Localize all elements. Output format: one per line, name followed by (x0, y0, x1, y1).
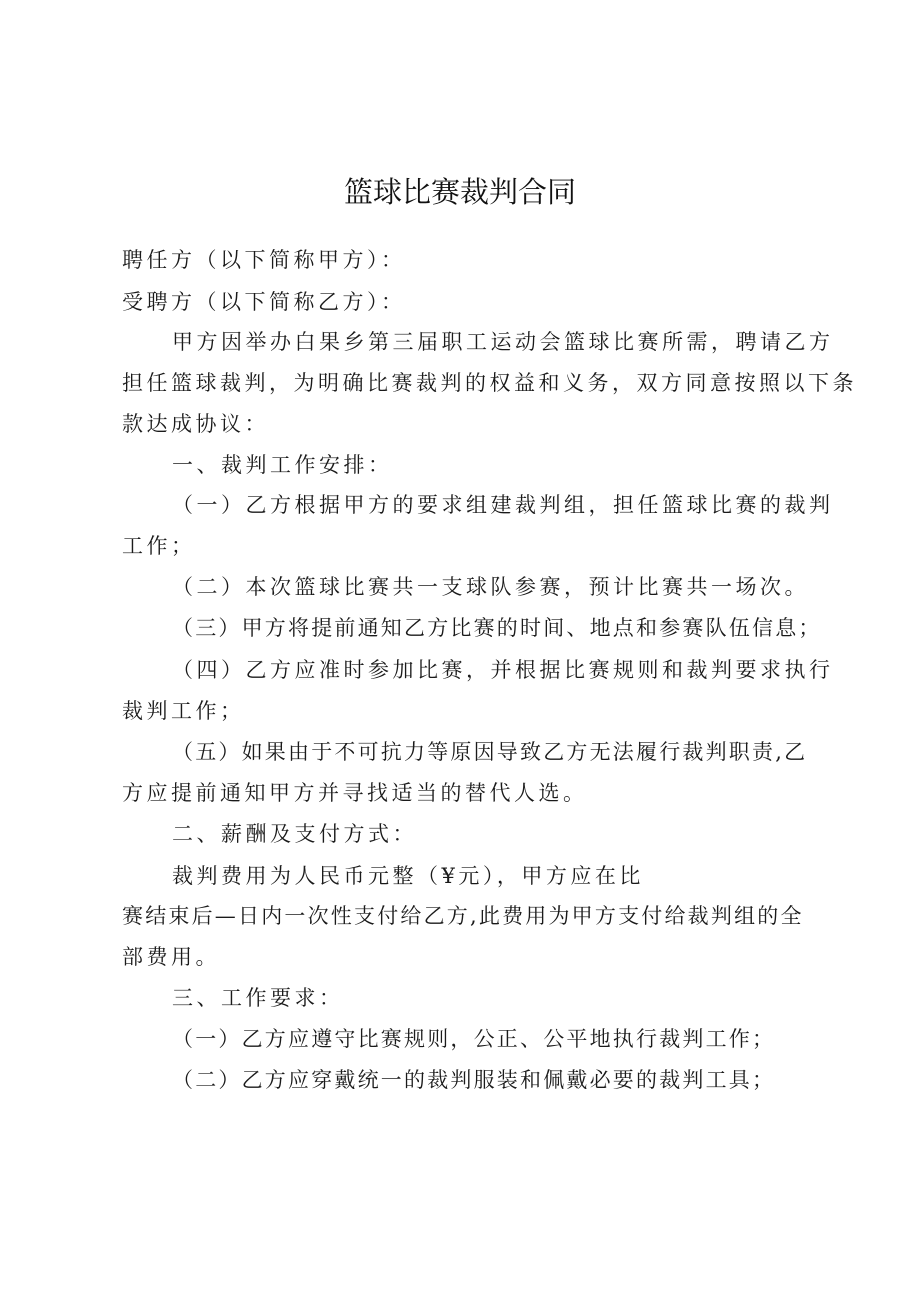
section-3-heading: 三、工作要求： (172, 986, 344, 1010)
section-1-line: （三）甲方将提前通知乙方比赛的时间、地点和参赛队伍信息； (172, 616, 822, 640)
section-1-line: （一）乙方根据甲方的要求组建裁判组，担任篮球比赛的裁判 (172, 493, 834, 517)
section-1-line: 工作； (122, 534, 196, 558)
section-1-line: （五）如果由于不可抗力等原因导致乙方无法履行裁判职责,乙 (172, 740, 808, 764)
section-3-line: （一）乙方应遵守比赛规则，公正、公平地执行裁判工作； (172, 1027, 776, 1051)
section-2-heading: 二、薪酬及支付方式： (172, 822, 417, 846)
section-1-heading: 一、裁判工作安排： (172, 453, 393, 477)
section-1-line: 方应提前通知甲方并寻找适当的替代人选。 (122, 781, 588, 805)
section-3-line: （二）乙方应穿戴统一的裁判服装和佩戴必要的裁判工具； (172, 1068, 776, 1092)
intro-line: 款达成协议： (122, 412, 269, 436)
intro-line: 甲方因举办白果乡第三届职工运动会篮球比赛所需，聘请乙方 (172, 330, 834, 354)
intro-line: 担任篮球裁判，为明确比赛裁判的权益和义务，双方同意按照以下条 (122, 371, 857, 395)
page-title: 篮球比赛裁判合同 (343, 175, 576, 209)
section-2-line: 裁判费用为人民币元整（¥元），甲方应在比 (172, 864, 644, 888)
section-1-line: （四）乙方应准时参加比赛，并根据比赛规则和裁判要求执行 (172, 658, 834, 682)
section-1-line: （二）本次篮球比赛共一支球队参赛，预计比赛共一场次。 (172, 575, 809, 599)
party-b-line: 受聘方（以下简称乙方）： (122, 290, 406, 314)
section-1-line: 裁判工作； (122, 699, 245, 723)
party-a-line: 聘任方（以下简称甲方）： (122, 248, 406, 272)
section-2-line: 部费用。 (122, 945, 220, 969)
section-2-line: 赛结束后—日内一次性支付给乙方,此费用为甲方支付给裁判组的全 (122, 904, 804, 928)
